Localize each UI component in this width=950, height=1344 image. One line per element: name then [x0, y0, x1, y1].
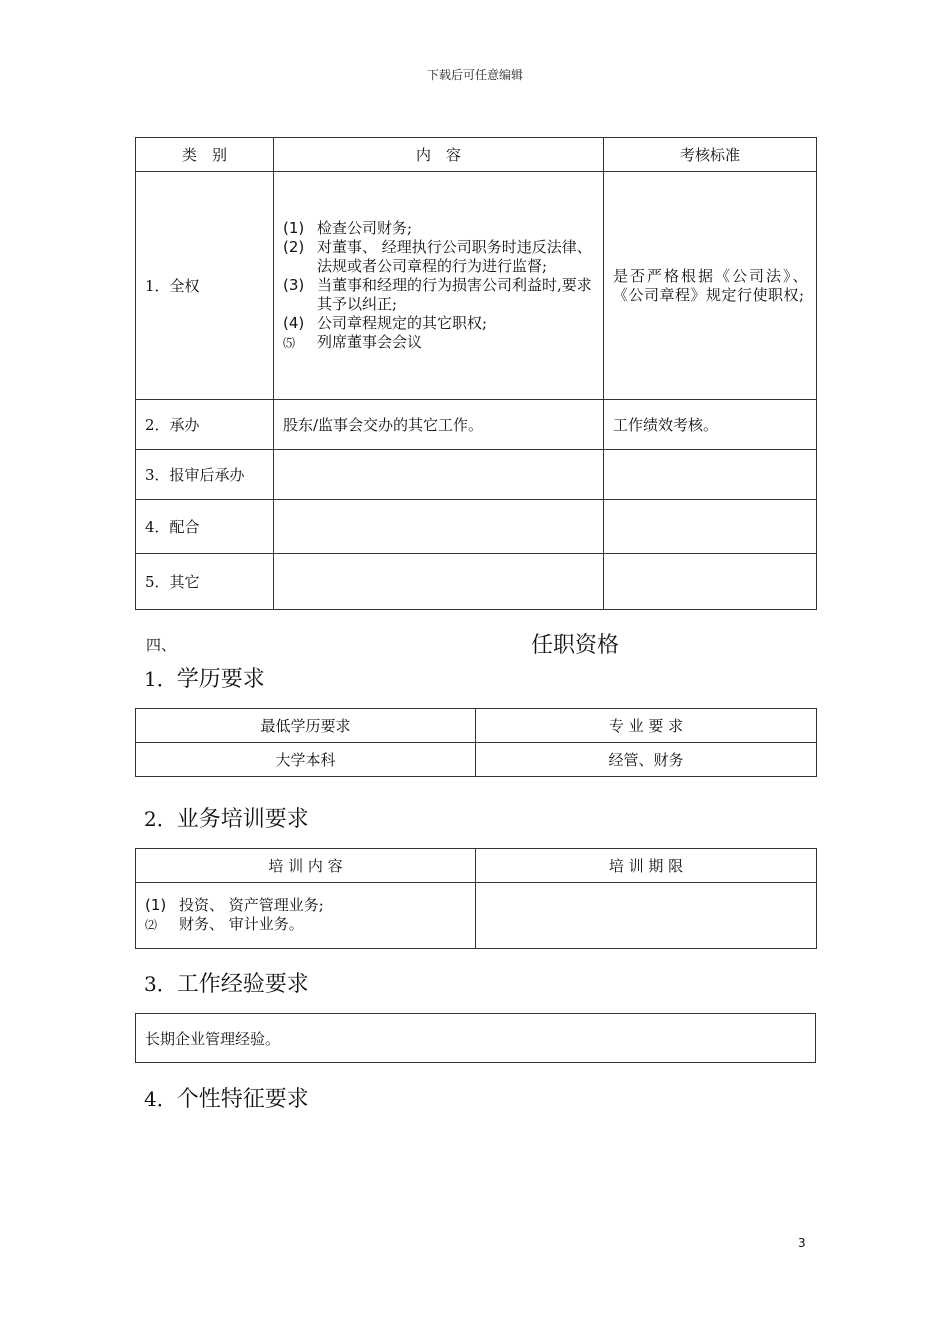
personality-heading: 4．个性特征要求 [144, 1087, 309, 1112]
row-content [274, 554, 604, 610]
table-row [136, 743, 817, 777]
experience-heading: 3．工作经验要求 [144, 972, 309, 997]
list-item: ⑸ 列席董事会会议 [283, 332, 423, 351]
row-category: 3．报审后承办 [136, 450, 274, 500]
row-content [274, 172, 604, 400]
row-standard: 工作绩效考核。 [604, 400, 817, 450]
education-table [135, 708, 817, 777]
training-content [136, 883, 476, 949]
list-item: (1) 投资、 资产管理业务; [145, 896, 324, 914]
training-list [145, 896, 467, 935]
page-header: 下载后可任意编辑 [426, 68, 523, 82]
row-category: 2．承办 [136, 400, 274, 450]
education-heading: 1．学历要求 [144, 667, 265, 692]
list-item: (3) 当董事和经理的行为损害公司利益时,要求其予以纠正; [283, 275, 592, 313]
table-row [136, 1014, 816, 1063]
row-standard [604, 500, 817, 554]
list-item: ⑵ 财务、 审计业务。 [145, 915, 304, 933]
table-header-row [136, 709, 817, 743]
row-content [274, 450, 604, 500]
section-title: 任职资格 [531, 633, 620, 658]
duty-list [283, 219, 595, 353]
column-header-training-period: 培 训 期 限 [476, 849, 817, 883]
row-category: 5．其它 [136, 554, 274, 610]
table-row [136, 500, 817, 554]
row-content: 股东/监事会交办的其它工作。 [274, 400, 604, 450]
training-table [135, 848, 817, 949]
column-header-content: 内 容 [274, 138, 604, 172]
table-row [136, 554, 817, 610]
row-standard [604, 450, 817, 500]
page-number: 3 [798, 1236, 806, 1250]
list-item: (2) 对董事、 经理执行公司职务时违反法律、 法规或者公司章程的行为进行监督; [283, 237, 592, 275]
experience-content: 长期企业管理经验。 [136, 1014, 816, 1063]
table-row [136, 172, 817, 400]
row-content [274, 500, 604, 554]
table-row [136, 450, 817, 500]
table-header-row [136, 849, 817, 883]
table-row [136, 400, 817, 450]
duty-table [135, 137, 817, 610]
column-header-category: 类 别 [136, 138, 274, 172]
training-period [476, 883, 817, 949]
table-header-row [136, 138, 817, 172]
column-header-major: 专 业 要 求 [476, 709, 817, 743]
table-row [136, 883, 817, 949]
row-category: 4．配合 [136, 500, 274, 554]
row-standard [604, 554, 817, 610]
training-heading: 2．业务培训要求 [144, 807, 309, 832]
column-header-training-content: 培 训 内 容 [136, 849, 476, 883]
list-item: (4) 公司章程规定的其它职权; [283, 313, 488, 332]
major-value: 经管、财务 [476, 743, 817, 777]
education-value: 大学本科 [136, 743, 476, 777]
column-header-min-education: 最低学历要求 [136, 709, 476, 743]
list-item: (1) 检查公司财务; [283, 218, 413, 237]
column-header-standard: 考核标准 [604, 138, 817, 172]
section-label: 四、 [146, 636, 177, 654]
row-category: 1．全权 [136, 172, 274, 400]
row-standard: 是否严格根据《公司法》、《公司章程》规定行使职权; [604, 172, 817, 400]
experience-table [135, 1013, 816, 1063]
